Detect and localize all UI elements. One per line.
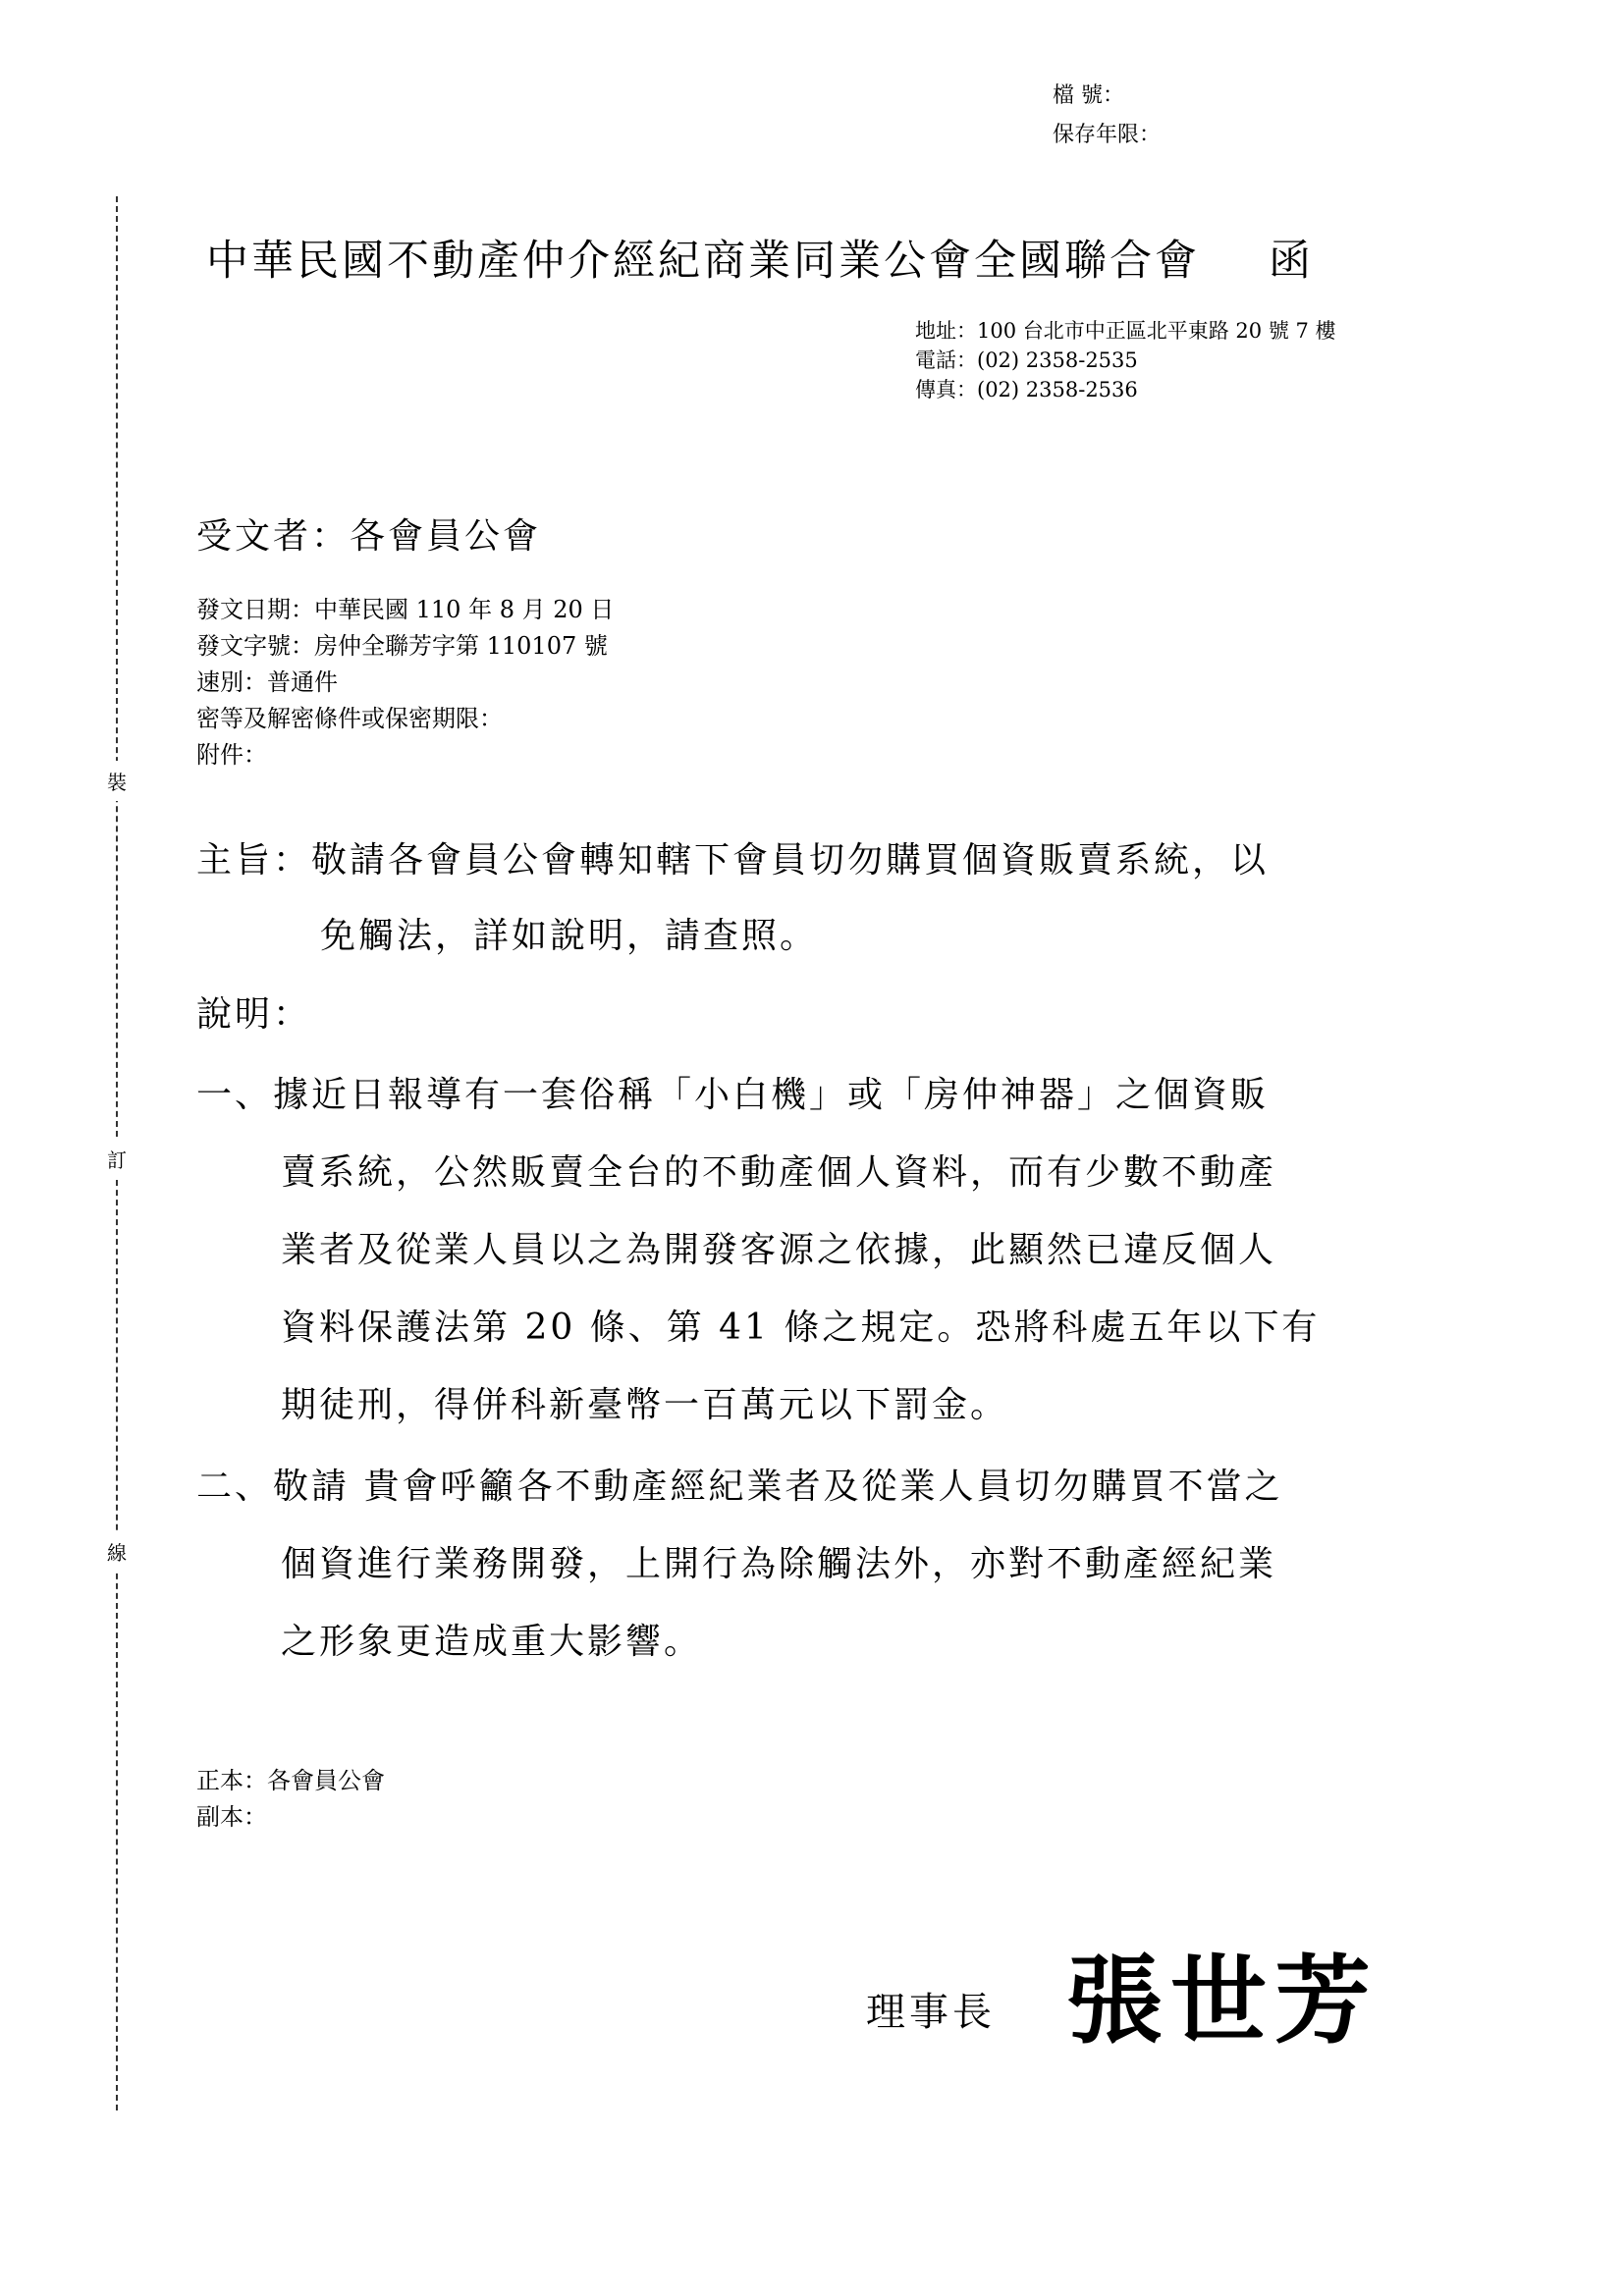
organization-name: 中華民國不動產仲介經紀商業同業公會全國聯合會 [206, 237, 1200, 286]
signatory-name: 張世芳 [1066, 1945, 1380, 2057]
subject-line-2: 免觸法，詳如說明，請查照。 [320, 916, 819, 956]
explanation-item-1-line: 期徒刑，得併科新臺幣一百萬元以下罰金。 [281, 1385, 1009, 1425]
contact-block [915, 316, 1336, 404]
delivery-speed: 速別：普通件 [196, 668, 338, 696]
binding-mark-xian: 線 [102, 1531, 132, 1572]
explanation-item-1-line: 業者及從業人員以之為開發客源之依據，此顯然已違反個人 [281, 1230, 1277, 1270]
binding-mark-zhuang: 裝 [102, 761, 132, 801]
reference-number: 發文字號：房仲全聯芳字第 110107 號 [196, 632, 608, 660]
explanation-item-2-line: 之形象更造成重大影響。 [281, 1622, 703, 1662]
issue-date: 發文日期：中華民國 110 年 8 月 20 日 [196, 596, 615, 623]
file-number-label: 檔 號： [1053, 83, 1124, 108]
retention-period-label: 保存年限： [1053, 123, 1162, 147]
attachment: 附件： [196, 741, 267, 769]
original-recipient: 正本：各會員公會 [196, 1767, 385, 1794]
explanation-item-1-line: 資料保護法第 20 條、第 41 條之規定。恐將科處五年以下有 [281, 1308, 1321, 1348]
file-info [1053, 77, 1161, 155]
address: 地址：100 台北市中正區北平東路 20 號 7 樓 [915, 319, 1336, 343]
signatory-title: 理事長 [866, 1990, 996, 2035]
subject-line-1: 主旨：敬請各會員公會轉知轄下會員切勿購買個資販賣系統，以 [196, 840, 1270, 881]
document-type: 函 [1269, 237, 1314, 286]
explanation-item-1-line: 賣系統，公然販賣全台的不動產個人資料，而有少數不動產 [281, 1152, 1277, 1193]
explanation-item-2-line: 二、敬請 貴會呼籲各不動產經紀業者及從業人員切勿購買不當之 [196, 1467, 1283, 1507]
explanation-item-1-line: 一、據近日報導有一套俗稱「小白機」或「房仲神器」之個資販 [196, 1075, 1270, 1115]
explanation-item-2-line: 個資進行業務開發，上開行為除觸法外，亦對不動產經紀業 [281, 1544, 1277, 1584]
copy-recipient: 副本： [196, 1803, 267, 1831]
document-title [206, 228, 1314, 288]
document-meta [196, 592, 614, 774]
explanation-heading: 說明： [196, 994, 312, 1035]
fax: 傳真：(02) 2358-2536 [915, 378, 1138, 401]
distribution [196, 1763, 385, 1836]
recipient: 受文者：各會員公會 [196, 516, 542, 557]
binding-mark-ding: 訂 [102, 1139, 132, 1179]
secrecy-level: 密等及解密條件或保密期限： [196, 705, 503, 732]
phone: 電話：(02) 2358-2535 [915, 348, 1138, 372]
